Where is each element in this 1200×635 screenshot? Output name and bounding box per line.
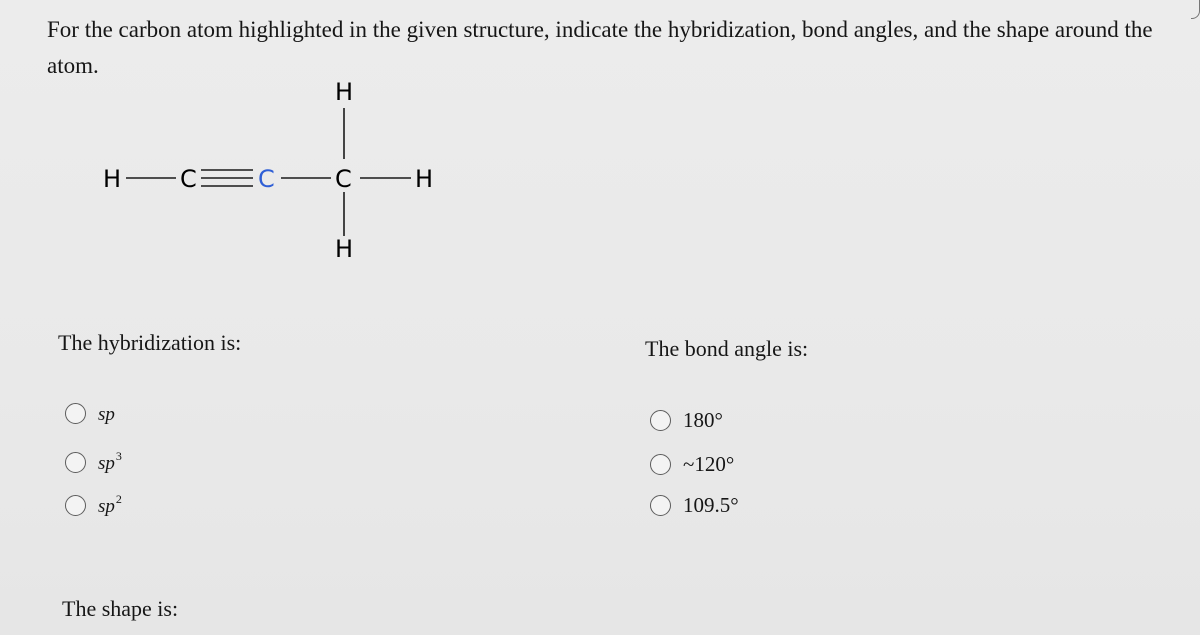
radio-button[interactable]: [650, 495, 671, 516]
option-label: sp: [98, 404, 115, 425]
radio-button[interactable]: [65, 403, 86, 424]
hybridization-option-sp2[interactable]: [65, 490, 122, 520]
hybridization-option-sp3[interactable]: [65, 447, 122, 477]
bond-angle-option-109-5[interactable]: [650, 490, 739, 520]
option-label: $sp^2$: [98, 492, 122, 517]
option-label: 180°: [683, 407, 723, 432]
atom-h-bottom: H: [335, 235, 354, 263]
question-text: For the carbon atom highlighted in the given structure, indicate the hybridization, bond angles, and the shape around the atom.: [47, 17, 1153, 78]
hybridization-label: The hybridization is:: [58, 330, 242, 355]
atom-h-left: H: [103, 165, 122, 193]
bond-angle-label: The bond angle is:: [645, 336, 809, 361]
atom-c2-highlighted: C: [258, 165, 275, 193]
option-label: $sp^3$: [98, 449, 122, 474]
radio-button[interactable]: [65, 495, 86, 516]
atom-h-top: H: [335, 78, 354, 106]
structure-diagram: [95, 72, 475, 272]
chemical-structure: [95, 72, 475, 272]
shape-label: The shape is:: [62, 596, 179, 621]
option-label: 109.5°: [683, 492, 739, 517]
radio-button[interactable]: [65, 452, 86, 473]
scroll-corner-mark: [1191, 0, 1200, 19]
atom-h-right: H: [415, 165, 434, 193]
radio-button[interactable]: [650, 410, 671, 431]
atom-c1: C: [180, 165, 197, 193]
hybridization-option-sp[interactable]: [65, 398, 116, 428]
option-label: ~120°: [683, 451, 735, 476]
bond-angle-option-120[interactable]: [650, 449, 734, 479]
radio-button[interactable]: [650, 454, 671, 475]
atom-c3: C: [335, 165, 352, 193]
bond-angle-option-180[interactable]: [650, 405, 723, 435]
